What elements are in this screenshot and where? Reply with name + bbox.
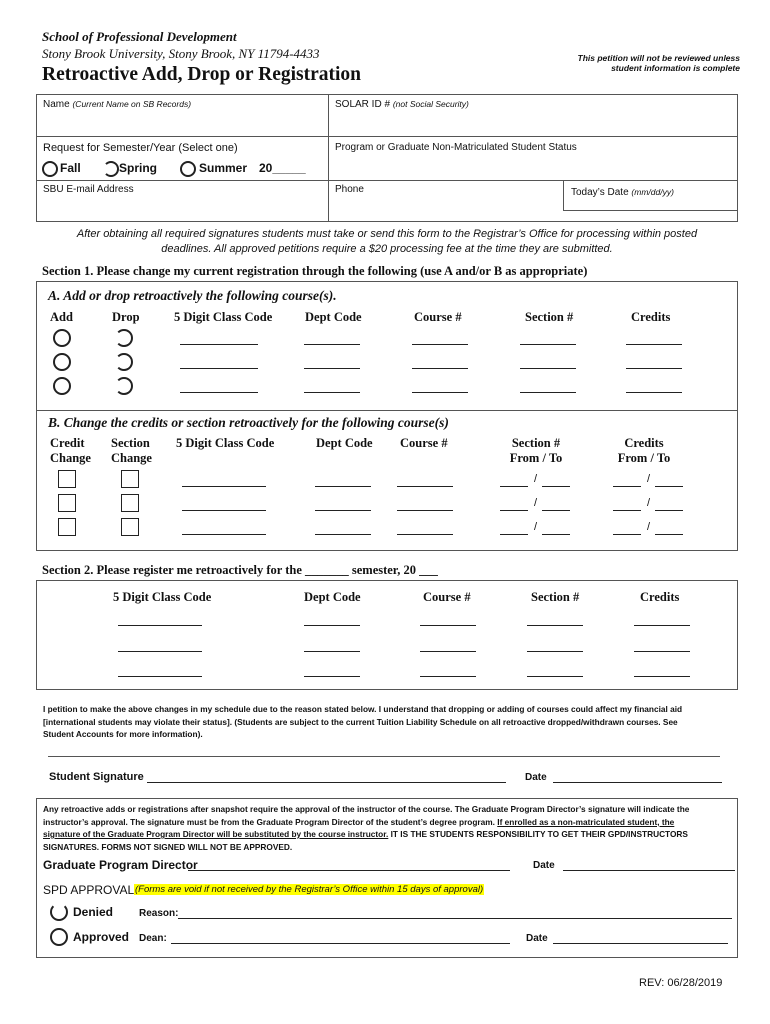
- b-section-to-3[interactable]: [542, 534, 570, 535]
- b-credits-from-3[interactable]: [613, 534, 641, 535]
- credit-label: Credit: [50, 436, 85, 450]
- fall-radio[interactable]: [42, 161, 58, 177]
- semester-label: Request for Semester/Year (Select one): [43, 142, 238, 154]
- b-course-line-1[interactable]: [397, 486, 453, 487]
- s2-dept-code-line-3[interactable]: [304, 676, 360, 677]
- summer-year-field[interactable]: 20_____: [259, 161, 306, 175]
- notice-line-2: student information is complete: [611, 63, 740, 73]
- denied-label: Denied: [73, 905, 114, 919]
- credit-change-checkbox-2[interactable]: [58, 494, 76, 512]
- approval-line-2b: If enrolled as a non-matriculated student, the: [497, 816, 675, 827]
- section-label: Section: [111, 436, 150, 450]
- course-line-1[interactable]: [412, 344, 468, 345]
- s2-dept-code-line-2[interactable]: [304, 651, 360, 652]
- credits-label: Credits: [624, 436, 664, 450]
- slash: /: [647, 497, 651, 509]
- part-b-title: B. Change the credits or section retroactively for the following course(s): [48, 415, 449, 430]
- b-class-code-line-2[interactable]: [182, 510, 266, 511]
- s2-col-course: Course #: [423, 590, 471, 604]
- name-hint: (Current Name on SB Records): [72, 99, 192, 109]
- approved-label: Approved: [73, 930, 130, 944]
- s2-class-code-line-2[interactable]: [118, 651, 202, 652]
- slash: /: [647, 521, 651, 533]
- s2-section-line-1[interactable]: [527, 625, 583, 626]
- part-a-title: A. Add or drop retroactively the following course(s).: [48, 288, 337, 303]
- todays-date-field[interactable]: [571, 187, 674, 198]
- b-col-section-from-to: [498, 436, 574, 466]
- course-line-3[interactable]: [412, 392, 468, 393]
- spring-radio[interactable]: [103, 161, 119, 177]
- name-field[interactable]: [43, 99, 191, 110]
- approval-line-2a: instructor’s approval. The signature must be from the Graduate Program Director of the student’s degree program.: [43, 816, 498, 827]
- change-label: Change: [111, 451, 152, 465]
- solar-label: SOLAR ID #: [335, 99, 391, 110]
- add-radio-2[interactable]: [53, 353, 71, 371]
- slash: /: [647, 473, 651, 485]
- summer-label: Summer: [199, 161, 248, 175]
- b-class-code-line-1[interactable]: [182, 486, 266, 487]
- s2-credits-line-2[interactable]: [634, 651, 690, 652]
- s2-course-line-3[interactable]: [420, 676, 476, 677]
- slash: /: [534, 497, 538, 509]
- col-credit-change: [50, 436, 91, 466]
- section-1-title: Section 1. Please change my current registration through the following (use A and/or B as appropriate): [42, 264, 588, 278]
- b-credits-to-2[interactable]: [655, 510, 683, 511]
- solar-id-field[interactable]: [335, 99, 469, 110]
- s2-class-code-line-1[interactable]: [118, 625, 202, 626]
- summer-radio[interactable]: [180, 161, 196, 177]
- gpd-signature-line[interactable]: [188, 870, 510, 871]
- class-code-line-3[interactable]: [180, 392, 258, 393]
- petition-statement: [43, 703, 743, 741]
- spring-label: Spring: [119, 161, 157, 175]
- spd-approval-note: (Forms are void if not received by the Registrar’s Office within 15 days of approval): [135, 884, 484, 895]
- b-course-line-3[interactable]: [397, 534, 453, 535]
- b-class-code-line-3[interactable]: [182, 534, 266, 535]
- drop-radio-2[interactable]: [115, 353, 133, 371]
- student-signature-label: Student Signature: [49, 771, 144, 783]
- section-line-3[interactable]: [520, 392, 576, 393]
- col-add: Add: [50, 310, 73, 324]
- spd-approval-label: SPD APPROVAL: [43, 883, 135, 897]
- section-line-1[interactable]: [520, 344, 576, 345]
- s2-col-class-code: 5 Digit Class Code: [113, 590, 212, 604]
- col-course: Course #: [414, 310, 462, 324]
- col-credits: Credits: [631, 310, 671, 324]
- date-label: Today’s Date: [571, 187, 629, 198]
- section-2-title: Section 2. Please register me retroactively for the _______ semester, 20 ___: [42, 563, 438, 577]
- petition-line-2: [international students may violate their status]. (Students are subject to the current Tuition Liability Schedule on all retroactive dropped/withdrawn courses. See: [43, 716, 678, 727]
- drop-radio-3[interactable]: [115, 377, 133, 395]
- from-to-label: From / To: [617, 451, 671, 465]
- b-dept-code-line-2[interactable]: [315, 510, 371, 511]
- reason-line[interactable]: [48, 756, 720, 757]
- section-change-checkbox-1[interactable]: [121, 470, 139, 488]
- section-num-label: Section #: [511, 436, 561, 450]
- reason-label: Reason:: [139, 908, 179, 919]
- completion-notice: [578, 53, 740, 73]
- phone-label: Phone: [335, 184, 364, 195]
- dept-code-line-3[interactable]: [304, 392, 360, 393]
- add-radio-3[interactable]: [53, 377, 71, 395]
- gpd-date-label: Date: [533, 860, 555, 871]
- col-class-code: 5 Digit Class Code: [174, 310, 273, 324]
- s2-col-dept-code: Dept Code: [304, 590, 361, 604]
- denied-radio[interactable]: [50, 903, 68, 921]
- s2-credits-line-1[interactable]: [634, 625, 690, 626]
- section-change-checkbox-2[interactable]: [121, 494, 139, 512]
- student-date-label: Date: [525, 772, 547, 783]
- b-credits-from-1[interactable]: [613, 486, 641, 487]
- student-date-line[interactable]: [553, 782, 722, 783]
- dean-date-label: Date: [526, 933, 548, 944]
- name-label: Name: [43, 99, 70, 110]
- approval-line-4: SIGNATURES. FORMS NOT SIGNED WILL NOT BE APPROVED.: [43, 841, 293, 852]
- class-code-line-2[interactable]: [180, 368, 258, 369]
- credit-change-checkbox-3[interactable]: [58, 518, 76, 536]
- approval-line-3b: IT IS THE STUDENTS RESPONSIBILITY TO GET THEIR GPD/INSTRUCTORS: [388, 829, 688, 839]
- student-info-box: [36, 94, 738, 222]
- b-section-to-2[interactable]: [542, 510, 570, 511]
- b-section-to-1[interactable]: [542, 486, 570, 487]
- b-col-dept-code: Dept Code: [316, 436, 373, 450]
- petition-line-3: Student Accounts for more information).: [43, 729, 203, 739]
- from-to-label: From / To: [509, 451, 563, 465]
- s2-credits-line-3[interactable]: [634, 676, 690, 677]
- b-col-credits-from-to: [606, 436, 682, 466]
- col-section: Section #: [525, 310, 574, 324]
- s2-section-line-2[interactable]: [527, 651, 583, 652]
- dept-code-line-2[interactable]: [304, 368, 360, 369]
- email-label: SBU E-mail Address: [43, 184, 134, 195]
- gpd-label: Graduate Program Director: [43, 858, 198, 872]
- b-course-line-2[interactable]: [397, 510, 453, 511]
- col-section-change: [111, 436, 152, 466]
- slash: /: [534, 473, 538, 485]
- b-dept-code-line-3[interactable]: [315, 534, 371, 535]
- dept-code-line-1[interactable]: [304, 344, 360, 345]
- b-section-from-2[interactable]: [500, 510, 528, 511]
- petition-line-1: I petition to make the above changes in my schedule due to the reason stated below. I understand that dropping or adding of courses could affect my financial aid: [43, 704, 683, 714]
- b-section-from-3[interactable]: [500, 534, 528, 535]
- b-section-from-1[interactable]: [500, 486, 528, 487]
- approval-line-3a: signature of the Graduate Program Director will be substituted by the course instructor.: [43, 829, 389, 839]
- gpd-date-line[interactable]: [563, 870, 735, 871]
- section-change-checkbox-3[interactable]: [121, 518, 139, 536]
- program-label: Program or Graduate Non-Matriculated Student Status: [335, 142, 577, 153]
- change-label: Change: [50, 451, 91, 465]
- dean-label: Dean:: [139, 933, 167, 944]
- b-col-class-code: 5 Digit Class Code: [176, 436, 275, 450]
- student-signature-line[interactable]: [147, 782, 506, 783]
- slash: /: [534, 521, 538, 533]
- approval-line-1: Any retroactive adds or registrations after snapshot require the approval of the instructor of the course. The Graduate Program Director’s signature will indicate the: [43, 804, 690, 814]
- school-name: School of Professional Development: [42, 29, 237, 44]
- course-line-2[interactable]: [412, 368, 468, 369]
- dean-signature-line[interactable]: [171, 943, 510, 944]
- credits-line-3[interactable]: [626, 392, 682, 393]
- school-address: Stony Brook University, Stony Brook, NY 11794-4433: [42, 46, 320, 61]
- credit-change-checkbox-1[interactable]: [58, 470, 76, 488]
- section-line-2[interactable]: [520, 368, 576, 369]
- b-credits-from-2[interactable]: [613, 510, 641, 511]
- approved-radio[interactable]: [50, 928, 68, 946]
- credits-line-1[interactable]: [626, 344, 682, 345]
- instructions-line-2: deadlines. All approved petitions require a $20 processing fee at the time they are submitted.: [161, 243, 613, 255]
- s2-section-line-3[interactable]: [527, 676, 583, 677]
- notice-line-1: This petition will not be reviewed unless: [577, 53, 740, 63]
- s2-class-code-line-3[interactable]: [118, 676, 202, 677]
- s2-col-section: Section #: [531, 590, 580, 604]
- solar-hint: (not Social Security): [392, 99, 469, 109]
- s2-dept-code-line-1[interactable]: [304, 625, 360, 626]
- denial-reason-line[interactable]: [178, 918, 732, 919]
- approval-instructions: [43, 803, 738, 853]
- b-col-course: Course #: [400, 436, 448, 450]
- s2-course-line-2[interactable]: [420, 651, 476, 652]
- fall-label: Fall: [60, 161, 81, 175]
- credits-line-2[interactable]: [626, 368, 682, 369]
- instructions: [36, 227, 738, 257]
- col-drop: Drop: [112, 310, 140, 324]
- revision-date: REV: 06/28/2019: [639, 977, 723, 989]
- add-radio-1[interactable]: [53, 329, 71, 347]
- b-dept-code-line-1[interactable]: [315, 486, 371, 487]
- b-credits-to-1[interactable]: [655, 486, 683, 487]
- date-hint: (mm/dd/yy): [631, 187, 674, 197]
- col-dept-code: Dept Code: [305, 310, 362, 324]
- form-title: Retroactive Add, Drop or Registration: [42, 64, 362, 85]
- dean-date-line[interactable]: [553, 943, 728, 944]
- b-credits-to-3[interactable]: [655, 534, 683, 535]
- s2-col-credits: Credits: [640, 590, 680, 604]
- drop-radio-1[interactable]: [115, 329, 133, 347]
- class-code-line-1[interactable]: [180, 344, 258, 345]
- instructions-line-1: After obtaining all required signatures students must take or send this form to the Registrar’s Office for processing within posted: [76, 228, 698, 240]
- s2-course-line-1[interactable]: [420, 625, 476, 626]
